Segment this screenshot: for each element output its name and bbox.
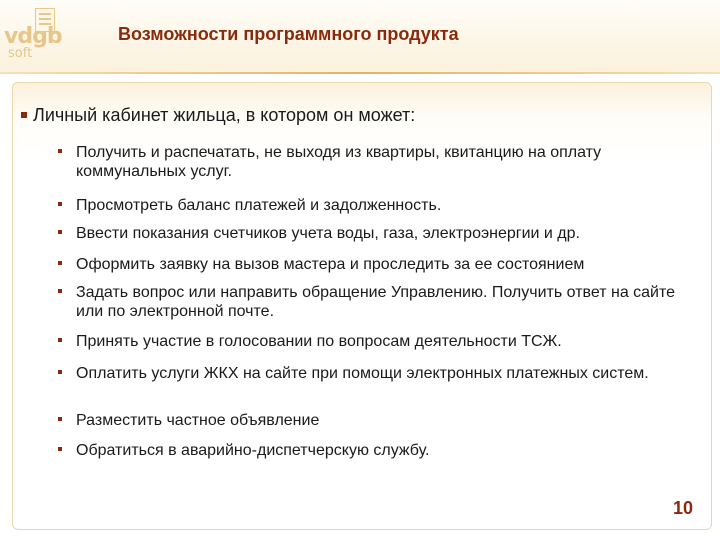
list-item-text: Принять участие в голосовании по вопросам деятельности ТСЖ. bbox=[76, 333, 562, 350]
list-item bbox=[66, 332, 686, 351]
list-item-text: Разместить частное объявление bbox=[76, 412, 320, 429]
list-item-text: Оплатить услуги ЖКХ на сайте при помощи электронных платежных систем. bbox=[76, 365, 649, 382]
square-bullet-icon bbox=[58, 149, 62, 153]
list-item bbox=[66, 196, 686, 215]
square-bullet-icon bbox=[58, 261, 62, 265]
list-item-text: Просмотреть баланс платежей и задолженность. bbox=[76, 197, 442, 214]
square-bullet-icon bbox=[21, 112, 27, 118]
vdgb-logo bbox=[4, 6, 76, 64]
list-item-text: Оформить заявку на вызов мастера и проследить за ее состоянием bbox=[76, 256, 585, 273]
header bbox=[0, 0, 720, 72]
main-list-item bbox=[33, 105, 415, 126]
square-bullet-icon bbox=[58, 417, 62, 421]
header-divider bbox=[0, 72, 720, 74]
square-bullet-icon bbox=[58, 202, 62, 206]
list-item bbox=[66, 364, 686, 383]
list-item bbox=[66, 441, 686, 460]
list-item-text: Получить и распечатать, не выходя из квартиры, квитанцию на оплату коммунальных услуг. bbox=[76, 144, 602, 180]
list-item bbox=[66, 224, 686, 243]
list-item bbox=[66, 255, 686, 274]
list-item bbox=[66, 411, 686, 430]
list-item-text: Ввести показания счетчиков учета воды, газа, электроэнергии и др. bbox=[76, 225, 580, 242]
square-bullet-icon bbox=[58, 338, 62, 342]
square-bullet-icon bbox=[58, 370, 62, 374]
square-bullet-icon bbox=[58, 289, 62, 293]
list-item bbox=[66, 143, 686, 181]
content-panel bbox=[12, 82, 712, 530]
logo-brand: vdgb bbox=[4, 24, 62, 49]
square-bullet-icon bbox=[58, 230, 62, 234]
list-item-text: Задать вопрос или направить обращение Управлению. Получить ответ на сайте или по электронной почте. bbox=[76, 284, 676, 320]
list-item-text: Обратиться в аварийно-диспетчерскую службу. bbox=[76, 442, 430, 459]
square-bullet-icon bbox=[58, 447, 62, 451]
logo-sub: soft bbox=[8, 46, 33, 61]
page-title: Возможности программного продукта bbox=[118, 24, 459, 44]
main-item-text: Личный кабинет жильца, в котором он может: bbox=[33, 105, 416, 125]
page-number: 10 bbox=[672, 498, 693, 518]
list-item bbox=[66, 283, 686, 321]
